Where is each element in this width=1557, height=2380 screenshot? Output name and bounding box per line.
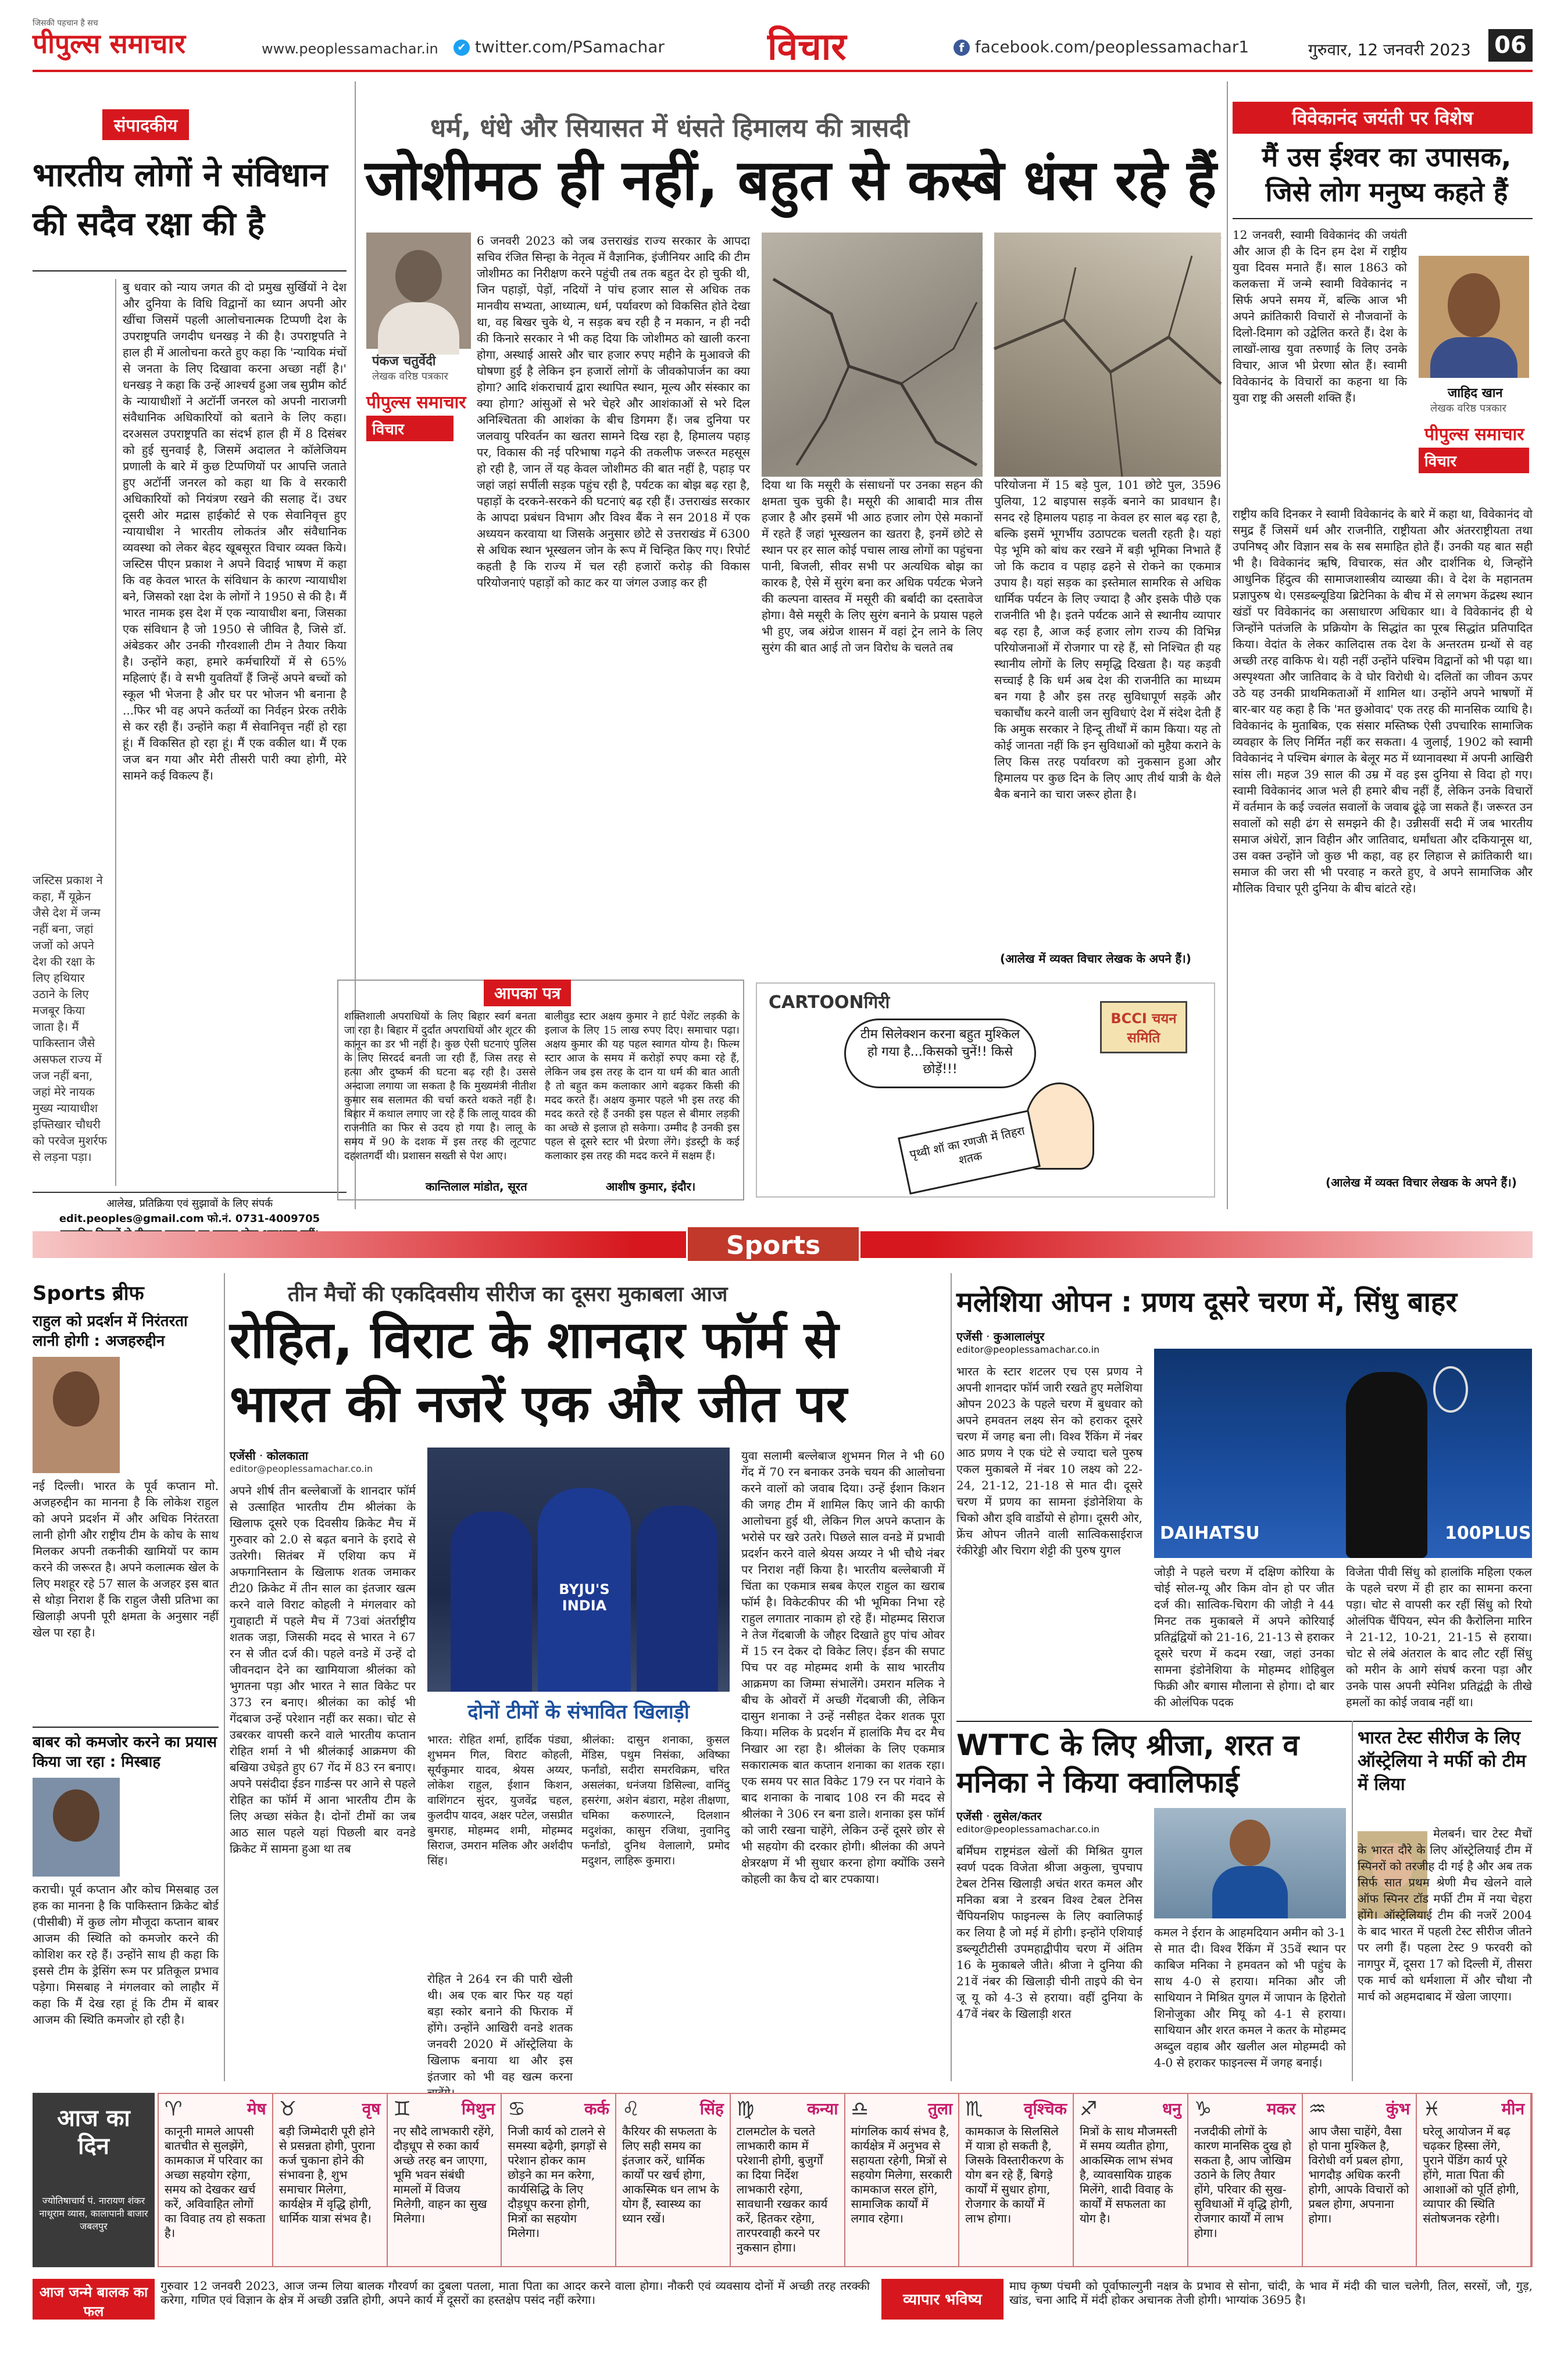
malaysia-city: कुआलालंपुर [993,1330,1045,1343]
zodiac-icon: ♋ [508,2097,526,2121]
cartoon-board: BCCI चयन समिति [1100,1001,1187,1053]
rashi-name: मेष [247,2099,266,2118]
rashi-name: वृश्चिक [1023,2099,1067,2118]
letters-box [337,980,744,1200]
wttc-city: लुसेल/कतर [993,1809,1042,1823]
masthead-rule [33,70,1533,72]
lead-kicker: धर्म, धंधे और सियासत में धंसते हिमालय की त्रासदी [430,113,910,143]
malaysia-col-2: जोड़ी ने पहले चरण में दक्षिण कोरिया के चोई सोल-ग्यू और किम वोन हो पर जीत दर्ज की। सात्विक-चिराग की जोड़ी ने 44 मिनट तक मुकाबले में अपने कोरियाई प्रतिद्वंद्वियों को 21-16, 21-13 से हराकर दूसरे चरण में कदम रखा, जहां उनका सामना इंडोनेशिया के मोहम्मद शोहिबुल फिक्री और बगास मौलाना से होगा। दो बार की ओलंपिक पदक [1154,1565,1334,1709]
players-sl: श्रीलंका: दासुन शनाका, कुसल मेंडिस, पथुम निसंका, अविष्का फर्नांडो, सदीरा समरविक्रम, चरित असलंका, धनंजया डिसिल्वा, वानिंदु हसरंगा, अशेन बंडारा, महेश तीक्षणा, चमिका करुणारत्ने, दिलशान मदुशंका, कासुन रजिथा, नुवानिदु फर्नांडो, दुनिथ वेलालागे, प्रमोद मदुशन, लाहिरू कुमारा। [581,1734,730,1867]
rashi-cell [731,2094,845,2266]
editorial-sidebar-quote: जस्टिस प्रकाश ने कहा, मैं यूक्रेन जैसे देश में जन्म नहीं बना, जहां जजों को अपने देश की रक्षा के लिए हथियार उठाने के लिए मजबूर किया जाता है। मैं पाकिस्तान जैसे असफल राज्य में जज नहीं बना, जहां मेरे नायक मुख्य न्यायाधीश इफ्तिखार चौधरी को परवेज मुशर्रफ से लड़ना पड़ा। [33,873,107,1164]
editorial-headline-rule [33,270,347,271]
rashi-text: मित्रों के साथ मौजमस्ती में समय व्यतीत होगा, आकस्मिक लाभ संभव है, व्यावसायिक ग्राहक मिलेंगे, शादी विवाह के कार्यों में सफलता का योग है। [1080,2124,1177,2225]
players-title: दोनों टीमों के संभावित खिलाड़ी [467,1700,690,1724]
horoscope-astrologer: ज्योतिषाचार्य पं. नारायण शंकर नाथूराम व्यास, कालापानी बाजार जबलपुर [39,2195,148,2232]
trade-tag: व्यापार भविष्य [881,2279,1004,2320]
malaysia-email[interactable]: editor@peoplessamachar.co.in [956,1344,1100,1355]
lead-author-name: पंकज चतुर्वेदी [372,354,436,369]
zodiac-icon: ♊ [393,2097,411,2121]
sports-divider-1 [224,1273,225,2081]
vivekanand-section [1233,87,1533,1209]
issue-date: गुरुवार, 12 जनवरी 2023 [1308,40,1471,59]
rashi-text: नए सौदे लाभकारी रहेंगे, दौड़धूप से रुका कार्य अच्छे तरह बन जाएगा, भूमि भवन संबंधी मामलों में विजय मिलेगी, वाहन का सुख मिलेगा। [393,2124,495,2225]
cartoon-title: CARTOONगिरी [769,992,890,1013]
brief-divider [33,1727,219,1728]
aus-test-headline: भारत टेस्ट सीरीज के लिए ऑस्ट्रेलिया ने मर्फी को टीम में लिया [1358,1728,1526,1795]
lead-article [360,81,1221,977]
brief2-body: कराची। पूर्व कप्तान और कोच मिसबाह उल हक का मानना है कि पाकिस्तान क्रिकेट बोर्ड (पीसीबी) में कुछ लोग मौजूदा कप्तान बाबर आजम की स्थिति को कमजोर करने की कोशिश कर रहे हैं। उन्होंने साथ ही कहा कि इससे टीम के ड्रेसिंग रूम पर प्रतिकूल प्रभाव पड़ेगा। मिसबाह ने मंगलवार को लाहौर में कहा कि मैं देख रहा हूं कि टीम में बाबर आजम की स्थिति कमजोर हो रही है। [33,1882,219,2027]
rashi-cell [159,2094,273,2266]
person-silhouette-icon [395,250,442,302]
racket-icon [1433,1366,1468,1413]
cricket-byline: एजेंसी · कोलकाता editor@peoplessamachar.co.in [230,1448,422,1474]
wttc-agency: एजेंसी [956,1809,983,1823]
malaysia-story [956,1273,1532,1715]
rashi-name: सिंह [699,2099,724,2118]
col-divider-right [1227,81,1228,1209]
twitter-link[interactable] [453,37,665,56]
lead-logo-small: पीपुल्स समाचार [366,392,466,413]
cricket-story [230,1273,945,2084]
editorial-section [33,81,347,1225]
malaysia-col-3: विजेता पीवी सिंधु को हालांकि महिला एकल के पहले चरण में ही हार का सामना करना पड़ा। चोट से वापसी कर रहीं सिंधु को रियो ओलंपिक चैंपियन, स्पेन की कैरोलिना मारिन ने 21-12, 10-21, 21-15 से हराया। चोट से लंबे अंतराल के बाद लौट रहीं सिंधु को मरीन के आगे संघर्ष करना पड़ा और उनके पास अपनी स्पेनिश प्रतिद्वंद्वी के तीखे हमलों का कोई जवाब नहीं था। [1346,1565,1532,1709]
vivekanand-body-main: राष्ट्रीय कवि दिनकर ने स्वामी विवेकानंद के बारे में कहा था, विवेकानंद वो समुद्र हैं जिसमें धर्म और राजनीति, राष्ट्रीयता और अंतरराष्ट्रीयता तथा उपनिषद् और विज्ञान सब के सब समाहित होते हैं। उनकी यह बात सही भी है। विवेकानंद ऋषि, विचारक, संत और दार्शनिक थे, जिन्होंने आधुनिक हिंदुत्व की सामाजशास्त्रीय व्याख्या की। वे देश के महानतम प्रज्ञापुरुष थे। एसडब्ल्यूडिया ब्रिटेनिका के बीच में से लगभग केंद्रस्थ स्थान खंडों पर विवेकानंद का असाधारण अधिकार था। वे विवेकानंद ही थे जिन्होंने पतंजलि के प्रक्रियोग के सिद्धांत का पूरब सिद्धांत प्रतिपादित किया। वेदांत के लेकर कालिदास तक देश के अन्तरतम ग्रन्थों से वह अच्छी तरह वाकिफ थे। यही नहीं उन्होंने पश्चिम विद्वानों को भी पढ़ा था। अस्पृश्यता और जातिवाद के वे घोर विरोधी थे। दलितों का जीवन ऊपर उठे यह उनकी प्राथमिकताओं में शामिल था। उन्होंने अपने भाषणों में बार-बार यह कहा है कि 'मत छुओवाद' एक तरह की मानसिक व्याधि है। विवेकानंद के मुताबिक, एक संसार मस्तिष्क ऐसी उपचारिक सामाजिक व्यवहार के लिए निर्मित नहीं कर सकता। 4 जुलाई, 1902 को स्वामी विवेकानंद ने पश्चिम बंगाल के बेलूर मठ में ध्यानावस्था में अपनी आखिरी सांस ली। महज 39 साल की उम्र में वह इस दुनिया से विदा हो गए। स्वामी विवेकानंद आज भले ही हमारे बीच नहीं हैं, लेकिन उनके विचारों में वर्तमान के कई ज्वलंत सवालों के जवाब ढूंढ़े जा सकते हैं। जरूरत उन सवालों को सही ढंग से समझने की है। उन्नीसवीं सदी में जब भारतीय समाज अंधेरों, ज्ञान विहीन और जातिवाद, धर्मांधता और दकियानूस था, उस वक्त उन्होंने जो कुछ भी कहा, वह हर लिहाज से क्रांतिकारी था। समाज की जरा सी भी परवाह न करते हुए, वे अपने सामाजिक और मौलिक विचार पूरी दुनिया के बीच बांटते रहे। [1233,507,1533,895]
author-photo-zahid [1419,256,1529,378]
rashi-name: कर्क [584,2099,609,2118]
sports-brief [33,1279,219,2081]
zodiac-icon: ♉ [278,2097,297,2121]
brief1-headline: राहुल को प्रदर्शन में निरंतरता लानी होगी : अजहरुद्दीन [33,1313,188,1350]
cartoon-book: पृथ्वी शॉ का रणजी में तिहरा शतक [898,1110,1041,1195]
cricket-kicker: तीन मैचों की एकदिवसीय सीरीज का दूसरा मुकाबला आज [288,1282,728,1306]
rashi-text: मांगलिक कार्य संभव है, कार्यक्षेत्र में अनुभव से सहायता रहेगी, मित्रों से सहयोग मिलेगा, सरकारी कामकाज सरल होंगे, सामाजिक कार्यों में लगाव रहेगा। [851,2124,952,2225]
facebook-link[interactable] [954,37,1249,56]
letter-2: बालीवुड स्टार अक्षय कुमार ने हार्ट पेशेंट लड़की के इलाज के लिए 15 लाख रुपए दिए। समाचार पढ़ा। अक्षय कुमार की यह पहल स्वागत योग्य है। फिल्म स्टार आज के समय में करोड़ों रुपए कमा रहे हैं, लेकिन जब इस तरह के दान या धर्म की बात आती है तो बहुत कम कलाकार आगे बढ़कर किसी की मदद करते हैं। अक्षय कुमार पहले भी इस तरह की मदद करते रहे हैं उनकी इस पहल से बीमार लड़की का अच्छे से इलाज हो सकेगा। उम्मीद है उनकी इस पहल से दूसरे स्टार भी प्रेरणा लेंगे। इंडस्ट्री के कई कलाकार इस तरह की मदद करने में सक्षम हैं। [545,1010,740,1162]
twitter-icon: ✔ [453,40,470,56]
wttc-story [956,1721,1346,2081]
editorial-headline: भारतीय लोगों ने संविधान की सदैव रक्षा की है [33,156,328,243]
zodiac-icon: ♍ [736,2097,755,2121]
editorial-footer-contact: आलेख, प्रतिक्रिया एवं सुझावों के लिए संपर्क [106,1198,273,1210]
player-body-shape [1346,1372,1427,1558]
zodiac-icon: ♒ [1308,2097,1326,2121]
rashi-cell [1074,2094,1188,2266]
rashi-cell [273,2094,388,2266]
facebook-icon: f [954,40,970,56]
rashi-name: मीन [1501,2099,1524,2118]
person-face-shape [53,1789,99,1842]
crack-lines-icon [762,233,983,477]
vivekanand-author-role: लेखक वरिष्ठ पत्रकार [1430,402,1506,414]
logo-text: पीपुल्स समाचार [33,28,186,59]
players-india: भारत: रोहित शर्मा, हार्दिक पंड्या, शुभमन गिल, विराट कोहली, सूर्यकुमार यादव, श्रेयस अय्यर, लोकेश राहुल, ईशान किशन, वाशिंगटन सुंदर, युजवेंद्र चहल, कुलदीप यादव, अक्षर पटेल, जसप्रीत बुमराह, मोहम्मद शमी, मोहम्मद सिराज, उमरान मलिक और अर्शदीप सिंह। [427,1734,573,1867]
twitter-handle: twitter.com/PSamachar [474,37,665,56]
zodiac-icon: ♓ [1423,2097,1441,2121]
cricket-col-1: अपने शीर्ष तीन बल्लेबाजों के शानदार फॉर्म से उत्साहित भारतीय टीम श्रीलंका के खिलाफ दूसरे एक दिवसीय क्रिकेट मैच में गुरुवार को 2.0 से बढ़त बनाने के इरादे से उतरेगी। सितंबर में एशिया कप में अफगानिस्तान के खिलाफ शतक जमाकर टी20 क्रिकेट में तीन साल का इंतजार खत्म करने वाले विराट कोहली ने मंगलवार को गुवाहाटी में पहले मैच में 73वां अंतर्राष्ट्रीय शतक जड़ा, जिसकी मदद से भारत ने 67 रन से जीत दर्ज की। पहले वनडे में उन्हें दो जीवनदान देने का खामियाजा श्रीलंका को भुगतना पड़ा और भारत ने सात विकेट पर 373 रन बनाए। श्रीलंका का कोई भी गेंदबाज उन्हें परेशान नहीं कर सका। चोट से उबरकर वापसी करने वाले भारतीय कप्तान रोहित शर्मा ने भी श्रीलंकाई आक्रमण की बखिया उधेड़ते हुए 67 गेंद में 83 रन बनाए। अपने पसंदीदा ईडन गार्डन्स पर आने से पहले रोहित का फॉर्म में आना भारतीय टीम के लिए अच्छा संकेत है। दोनों टीमों का जब आठ साल पहले यहां पिछली बार वनडे क्रिकेट में सामना हुआ था तब [230,1484,416,1856]
facebook-handle: facebook.com/peoplessamachar1 [974,37,1249,56]
logo-tagline: जिसकी पहचान है सच [33,19,98,28]
cricket-city: कोलकाता [266,1449,308,1463]
birth-text: गुरुवार 12 जनवरी 2023, आज जन्म लिया बालक गौरवर्ण का दुबला पतला, माता पिता का आदर करने वाला होगा। नौकरी एवं व्यवसाय दोनों में अच्छी तरह तरक्की करेगा, गणित एवं विज्ञान के क्षेत्र में अच्छी उन्नति होगी, अपने कार्य में दूसरों का हस्तक्षेप पसंद नहीं करेगा। [160,2279,870,2307]
broken-tiles-icon [994,233,1221,477]
rashi-name: धनु [1162,2099,1181,2118]
lead-author-role: लेखक वरिष्ठ पत्रकार [372,370,448,383]
rashi-text: कानूनी मामले आपसी बातचीत से सुलझेंगे, कामकाज में परिवार का अच्छा सहयोग रहेगा, समय को देखकर खर्च करें, अविवाहित लोगों का विवाह तय हो सकता है। [165,2124,266,2240]
vivekanand-tag: विवेकानंद जयंती पर विशेष [1233,102,1533,134]
sports-divider-2 [951,1273,952,2081]
rashi-name: तुला [928,2099,953,2118]
rashi-name: कन्या [807,2099,838,2118]
horoscope-title: आज का दिन [57,2105,130,2160]
lead-col-1: 6 जनवरी 2023 को जब उत्तराखंड राज्य सरकार के आपदा सचिव रंजित सिन्हा के नेतृत्व में वैज्ञानिक, इंजीनियर आदि की टीम जोशीमठ का निरीक्षण करने पहुंची तब तक बहुत देर हो चुकी थी, जिन पहाड़ों, पेड़ों, नदियों ने पांच हजार साल से अधिक तक मानवीय सभ्यता, आध्यात्म, धर्म, पर्यावरण को विकसित होते देखा था, वह बिखर चुके थे, न सड़क बच रही है न मकान, न ही नदी की किनारे सरकार ने भी कह दिया कि जोशीमठ को खाली करना होगा, अस्थाई आसरे और चार हजार रुपए महीने के मुआवजे की घोषणा हुई है लेकिन इन हजारों लोगों के जीवकोपार्जन का क्या होगा? आदि शंकराचार्य द्वारा स्थापित स्थान, मूल्य और संस्कार का क्या होगा? आंसुओं से भरे चेहरे और आशंकाओं से भरे दिल अनिश्चितता की आशंका के बीच डिगमग हैं। जब दुनिया पर जलवायु परिवर्तन का खतरा सामने दिख रहा है, हिमालय पहाड़ पर, विकास की नई परिभाषा गढ़ने की तकलीफ जरूरत महसूस हो रही है, जान लें यह केवल जोशीमठ की बात नहीं है, पहाड़ पर जहां जहां सर्पीली सड़क पहुंच रही है, पर्यटक का बोझ बढ़ रहा है, पहाड़ों के दरकने-सरकने की घटनाएं बढ़ रही हैं। उत्तराखंड सरकार के आपदा प्रबंधन विभाग और विश्व बैंक ने सन 2018 में एक अध्ययन करवाया था जिसके अनुसार छोटे से उत्तराखंड में 6300 से अधिक स्थान भूस्खलन जोन के रूप में चिन्हित किए गए। रिपोर्ट कहती है कि राज्य में चल रही हजारों करोड़ की विकास परियोजनाएं पहाड़ों को काट कर या जंगल उजाड़ कर ही [477,234,750,589]
player-3-shape [637,1506,718,1692]
malaysia-col-1: भारत के स्टार शटलर एच एस प्रणय ने अपनी शानदार फॉर्म जारी रखते हुए मलेशिया ओपन 2023 के पहले चरण में बुधवार को अपने हमवतन लक्ष्य सेन को हराकर दूसरे चरण में जगह बना ली। विश्व रैंकिंग में नंबर आठ प्रणय ने एक घंटे से ज्यादा चले पुरुष एकल मुकाबले में नंबर 10 लक्ष्य को 22-24, 21-12, 21-18 से मात दी। दूसरे चरण में प्रणय का सामना इंडोनेशिया के चिको औरा ड्वि वार्डोयो से होगा। दूसरी ओर, फ्रेंच ओपन जीतने वाली सात्विकसाईराज रंकीरेड्डी और चिराग शेट्टी की पुरुष युगल [956,1364,1142,1557]
lead-col-3: परियोजना में 15 बड़े पुल, 101 छोटे पुल, 3596 पुलिया, 12 बाइपास सड़कें बनाने का प्रावधान है। सनद रहे हिमालय पहाड़ ना केवल हर साल बढ़ रहा है, बल्कि इसमें भूगर्भीय उठापटक चलती रहती है। यहां पेड़ भूमि को बांध कर रखने में बड़ी भूमिका निभाते हैं जो कि कटाव व पहाड़ ढहने से रोकने का एकमात्र उपाय है। यहां सड़क का इस्तेमाल सामरिक से अधिक धार्मिक पर्यटन के लिए ज्यादा है और इसके पीछे एक राजनीति भी है। इतने पर्यटक आने से स्थानीय व्यापार बढ़ रहा है, आज कई हजार लोग राज्य की विभिन्न परियोजनाओं में रोजगार पा रहे हैं, सो निश्चित ही यह स्थानीय लोगों के लिए समृद्धि दिखता है। यह कड़वी सच्चाई है कि धर्म अब देश की राजनीति का माध्यम बन गया है और इस तरह सुविधापूर्ण सड़कें और चकाचौंध करने वाली जन सुविधाएं देश में संदेश देती हैं कि अमुक सरकार ने हिन्दू तीर्थों में काम किया। यह तो कोई जानता नहीं कि इन सुविधाओं को मुहैया कराने के लिए किस तरह पर्यावरण को नुकसान हुआ और हिमालय पर कुछ दिन के लिए आए तीर्थ यात्री के थैले बैक बनाने का चारा जरूर होता है। [994,478,1221,801]
logo[interactable] [33,17,253,58]
vivekanand-body-top: 12 जनवरी, स्वामी विवेकानंद की जयंती और आज ही के दिन हम देश में राष्ट्रीय युवा दिवस मनाते हैं। साल 1863 को कलकत्ता में जन्मे स्वामी विवेकानंद न सिर्फ अपने समय में, बल्कि आज भी अपने क्रांतिकारी विचारों से नौजवानों के दिलो-दिमाग को उद्वेलित करते हैं। देश के लाखों-लाख युवा तरुणाई के लिए उनके विचार, आज भी प्रेरणा स्रोत हैं। स्वामी विवेकानंद के विचारों का कहना था कि युवा राष्ट्र की असली शक्ति हैं। [1233,228,1407,405]
editorial-body: बु धवार को न्याय जगत की दो प्रमुख सुर्खियों ने देश और दुनिया के विधि विद्वानों का ध्यान अपनी ओर खींचा जिसमें पहली आलोचनात्मक टिप्पणी देश के उपराष्ट्रपति जगदीप धनखड़ ने की है। उपराष्ट्रपति ने हाल ही में आलोचना करते हुए कहा कि 'न्यायिक मंचों से जनता के लिए दिखावा करना अच्छा नहीं है।' धनखड़ ने कहा कि उन्हें आश्चर्य हुआ जब सुप्रीम कोर्ट के न्यायाधीशों ने अटॉर्नी जनरल को अपनी नाराजगी संवैधानिक अधिकारियों को बताने के लिए कहा। दरअसल उपराष्ट्रपति का संदर्भ हाल ही में 8 दिसंबर को हुई सुनवाई है, जिसमें अदालत ने कॉलेजियम प्रणाली के बारे में कुछ टिप्पणियों पर आपत्ति जताते हुए अटॉर्नी जनरल को कहा था कि वे सरकारी अधिकारियों को नियंत्रण रखने की सलाह दें। उधर दूसरी ओर मद्रास हाईकोर्ट से एक सेवानिवृत्त हुए न्यायाधीश ने भारतीय लोकतंत्र और संवैधानिक व्यवस्था को लेकर बेहद खूबसूरत विचार व्यक्त किये। जस्टिस पीएन प्रकाश ने अपने विदाई भाषण में कहा कि वह केवल भारत के संविधान के कारण न्यायाधीश बने, जिसको रक्षा देश के लोगों ने 1950 से की है। मैं भारत नामक इस देश में एक न्यायाधीश बना, जिसका एक संविधान है जो 1950 से जीवित है, जिसे डॉ. अंबेडकर और उनकी गौरवशाली टीम ने तैयार किया है। उन्होंने कहा, हमारे कर्मचारियों में से 65% महिलाएं हैं। वे सभी युवतियाँ हैं जिन्हें अपने बच्चों को स्कूल भी भेजना है और घर पर भोजन भी बनाना है ...फिर भी वह अपने कर्तव्यों का निर्वहन प्रेरक तरीके से कर रही हैं। उन्होंने कहा मैं सेवानिवृत्त नहीं हो रहा हूं। मैं विकसित हो रहा हूं। मैं एक वकील था। मैं एक जज बन गया और मेरी तीसरी पारी क्या होगी, मेरे सामने कई विकल्प हैं। [123,280,347,782]
person-face-shape [1448,273,1500,337]
cracked-road-photo [762,233,983,477]
sports-divider-3 [1352,1721,1353,2081]
cartoon-box [756,982,1215,1198]
rashi-cell [1303,2094,1417,2266]
azharuddin-photo [33,1357,120,1473]
wttc-headline: WTTC के लिए श्रीजा, शरत व मनिका ने किया क्वालिफाई [956,1728,1299,1799]
cricket-team-photo [427,1448,730,1692]
letters-title: आपका पत्र [484,980,571,1006]
vivekanand-author-name: जाहिद खान [1448,386,1503,401]
rashi-name: वृष [362,2099,381,2118]
rashi-name: मिथुन [461,2099,495,2118]
aus-test-story [1358,1721,1532,2081]
editorial-phone: फो.नं. 0731-4009705 [207,1213,320,1225]
brief1-body: नई दिल्ली। भारत के पूर्व कप्तान मो. अजहरुद्दीन का मानना है कि लोकेश राहुल को अपने प्रदर्शन में और अधिक निरंतरता लानी होगी और राष्ट्रीय टीम के कोच के साथ मिलकर अपनी तकनीकी खामियों पर काम करने की जरूरत है। अपने कलात्मक खेल के लिए मशहूर रहे 57 साल के अजहर इस बात से थोड़ा निराश हैं कि राहुल जैसी प्रतिभा का खिलाड़ी अपनी पूरी क्षमता के अनुसार नहीं खेल पा रहा है। [33,1479,219,1639]
vivekanand-headline: मैं उस ईश्वर का उपासक, जिसे लोग मनुष्य कहते हैं [1262,141,1512,208]
zodiac-icon: ♐ [1080,2097,1098,2121]
zodiac-icon: ♎ [851,2097,869,2121]
rashi-cell [1188,2094,1303,2266]
zodiac-icon: ♌ [622,2097,640,2121]
player-face-shape [1230,1820,1270,1866]
jersey-text: BYJU'S INDIA [559,1581,610,1614]
cricket-col-3: युवा सलामी बल्लेबाज शुभमन गिल ने भी 60 गेंद में 70 रन बनाकर उनके चयन की आलोचना करने वालों को जवाब दिया। उन्हें ईशान किशन की जगह टीम में शामिल किए जाने की काफी आलोचना हुई थी, लेकिन गिल अपने कप्तान के भरोसे पर खरे उतरे। पिछले साल वनडे में प्रभावी प्रदर्शन करने वाले श्रेयस अय्यर ने भी चौथे नंबर पर निराश नहीं किया है। भारतीय बल्लेबाजी में चिंता का एकमात्र सबब केएल राहुल का खराब फॉर्म है। विकेटकीपर की भी भूमिका निभा रहे राहुल लगातार नाकाम हो रहे हैं। मोहम्मद सिराज ने तेज गेंदबाजी के जौहर दिखाते हुए पांच ओवर में 15 रन देकर दो विकेट लिए। ईडन की सपाट पिच पर वह मोहम्मद शमी के साथ भारतीय आक्रमण का जिम्मा संभालेंगे। उमरान मलिक ने बीच के ओवरों में अच्छी गेंदबाजी की, लेकिन दासुन शनाका ने उन्हें नसीहत देकर शतक पूरा किया। मलिक के प्रदर्शन में हालांकि मैच दर मैच निखार आ रहा है। श्रीलंका के लिए एकमात्र सकारात्मक बात कप्तान शनाका का शतक रहा। एक समय पर सात विकेट 179 रन पर गंवाने के बाद शनाका के नाबाद 108 रन की मदद से श्रीलंका ने 306 रन बना डाले। शनाका इस फॉर्म को जारी रखना चाहेंगे, लेकिन उन्हें दूसरे छोर से भी सहयोग की दरकार होगी। श्रीलंका की अपने क्षेत्ररक्षण में भी सुधार करना होगा क्योंकि उसने कोहली का कैच दो बार टपकाया। [741,1449,945,1886]
collapsed-floor-photo [994,233,1221,477]
banner-100plus: 100PLUS [1445,1523,1531,1543]
rashi-text: निजी कार्य को टालने से समस्या बढ़ेगी, झगड़ों से परेशान होकर काम छोड़ने का मन करेगा, कार्यसिद्धि के लिए दौड़धूप करना होगी, मित्रों का सहयोग मिलेगा। [508,2124,607,2240]
lead-col-2: दिया था कि मसूरी के संसाधनों पर उनका सहन की क्षमता चुक चुकी है। मसूरी की आबादी मात्र तीस हजार है और इसमें भी आठ हजार लोग ऐसे मकानों में रहते हैं जहां भूस्खलन का खतरा है, इनमें छोटे से स्थान पर हर साल कोई पचास लाख लोगों का पहुंचना पानी, बिजली, सीवर सभी पर अत्यधिक बोझ का कारक है, ऐसे में सुरंग बना कर अधिक पर्यटक भेजने की कल्पना वास्तव में मसूरी की बर्बादी का दस्तावेज होगा। वैसे मसूरी के लिए सुरंग बनाने के प्रयास पहले भी हुए, जब अंग्रेज शासन में वहां ट्रेन लाने के लिए सुरंग की बात आई तो जन विरोध के चलते तब [762,478,983,655]
zodiac-icon: ♑ [1194,2097,1212,2121]
editorial-sidebar-rule [115,279,116,1186]
section-title: विचार [767,26,847,69]
cricket-headline: रोहित, विराट के शानदार फॉर्म से भारत की नजरें एक और जीत पर [230,1310,847,1434]
letter-1-sign: कान्तिलाल मांडोत, सूरत [426,1180,527,1193]
malaysia-byline: एजेंसी · कुआलालंपुर editor@peoplessamachar.co.in [956,1328,1142,1355]
horoscope-grid [158,2093,1533,2267]
author-photo-pankaj [366,233,471,349]
person-shirt-shape [1430,337,1517,378]
editorial-footer-email-row [33,1212,347,1227]
vivekanand-headline-rule [1233,218,1533,219]
editorial-email[interactable]: edit.peoples@gmail.com [59,1213,204,1225]
rashi-cell [959,2094,1074,2266]
horoscope-title-box [33,2093,155,2267]
sreeja-photo [1154,1808,1346,1918]
rashi-name: मकर [1266,2099,1296,2118]
brief2-headline: बाबर को कमजोर करने का प्रयास किया जा रहा : मिस्बाह [33,1734,217,1771]
letter-1: शक्तिशाली अपराधियों के लिए बिहार स्वर्ग बनता जा रहा है। बिहार में दुर्दांत अपराधियों और शूटर की कानून का डर भी नहीं है। कुछ ऐसी घटनाएं पुलिस के लिए सिरदर्द बनती जा रही हैं, जिस तरह से हत्या और दुष्कर्म की घटना बढ़ रही है। उससे अन्दाजा लगाया जा सकता है कि मुख्यमंत्री नीतीश कुमार सब सलामत की चर्चा करते थकते नहीं है। बिहार में कथाल लगाए जा रहे हैं कि लालू यादव की राजनीति का फिर से उदय हो गया है। लालू के समय में 90 के दशक में इस तरह की लूटपाट दहशतगर्दी थी। प्रशासन सख्ती से पेश आए। [344,1010,536,1162]
wttc-email[interactable]: editor@peoplessamachar.co.in [956,1824,1100,1835]
player-shirt-shape [1212,1866,1288,1918]
cricket-agency: एजेंसी [230,1449,256,1463]
lead-section-badge: विचार [366,416,453,441]
vivekanand-logo-small: पीपुल्स समाचार [1424,424,1524,445]
rashi-cell [616,2094,731,2266]
wttc-col-2: कमल ने ईरान के आहमदियान अमीन को 3-1 से मात दी। विश्व रैंकिंग में 35वें स्थान पर काबिज मनिका ने हमवतन को भी पहुंच के साथ 4-0 से हराया। मनिका और जी साथियान ने मिश्रित युगल में जापान के हिरोतो शिनोजुका और मियू को 4-1 से हराया। साथियान और शरत कमल ने कतर के मोहम्मद अब्दुल वहाब और खलील अल मोहम्मदी को 4-0 से हराकर फाइनल्स में जगह बनाई। [1154,1925,1346,2070]
vivekanand-credit: (आलेख में व्यक्त विचार लेखक के अपने हैं।) [1326,1175,1517,1189]
zodiac-icon: ♏ [965,2097,983,2121]
player-1-shape [451,1511,532,1692]
person-shoulder-shape [378,302,459,355]
misbah-photo [33,1778,120,1877]
website-link[interactable]: www.peoplessamachar.in [262,41,438,57]
sports-brief-tag: Sports ब्रीफ [33,1282,144,1305]
rashi-cell [388,2094,502,2266]
cricket-email[interactable]: editor@peoplessamachar.co.in [230,1463,373,1474]
lead-headline: जोशीमठ ही नहीं, बहुत से कस्बे धंस रहे हैं [365,148,1217,213]
rashi-text: नजदीकी लोगों के कारण मानसिक दुख हो सकता है, आप जोखिम उठाने के लिए तैयार होंगे, परिवार की सुख-सुविधाओं में वृद्धि होगी, रोजगार कार्यों में लाभ होगा। [1194,2124,1293,2240]
person-face-shape [53,1371,99,1427]
rashi-text: आप जैसा चाहेंगे, वैसा हो पाना मुश्किल है, विरोधी वर्ग प्रबल होगा, भागदौड़ अधिक करनी होगी, आपके विचारों को प्रबल होगा, अपनाना होगा। [1308,2124,1409,2225]
rashi-cell [502,2094,616,2266]
sports-banner-label: Sports [686,1225,860,1263]
letter-2-sign: आशीष कुमार, इंदौर। [606,1180,696,1193]
birth-tag: आज जन्मे बालक का फल [33,2279,155,2320]
rashi-text: कैरियर की सफलता के लिए सही समय का इंतजार करें, धार्मिक कार्यों पर खर्च होगा, आकस्मिक धन लाभ के योग हैं, स्वास्थ्य का ध्यान रखें। [622,2124,719,2225]
cartoon-speech-bubble: टीम सिलेक्शन करना बहुत मुश्किल हो गया है...किसको चुनें!! किसे छोड़ें!!! [844,1019,1036,1088]
rashi-text: कामकाज के सिलसिले में यात्रा हो सकती है, जिसके विस्तारीकरण के योग बन रहे हैं, बिगड़े कार्यों में सुधार होगा, रोजगार के कार्यों में लाभ होगा। [965,2124,1064,2225]
cricket-col-2-tail: रोहित ने 264 रन की पारी खेली थी। अब एक बार फिर यह यहां बड़ा स्कोर बनाने की फिराक में होंगे। उन्होंने आखिरी वनडे शतक जनवरी 2020 में ऑस्ट्रेलिया के खिलाफ बनाया था और इस इंतजार को भी वह खत्म करना [427,1972,573,2084]
malaysia-headline: मलेशिया ओपन : प्रणय दूसरे चरण में, सिंधु बाहर [956,1286,1458,1318]
rashi-text: बड़ी जिम्मेदारी पूरी होने से प्रसन्नता होगी, पुराना कर्ज चुकाना होने की संभावना है, शुभ समाचार मिलेगा, कार्यक्षेत्र में वृद्धि होगी, धार्मिक यात्रा संभव है। [278,2124,375,2225]
vivekanand-badge: विचार [1419,448,1529,473]
rashi-cell [1417,2094,1531,2266]
prannoy-photo [1154,1349,1532,1558]
page-number: 06 [1488,29,1533,62]
lead-credit: (आलेख में व्यक्त विचार लेखक के अपने हैं।) [1000,952,1191,966]
zodiac-icon: ♈ [165,2097,183,2121]
rashi-text: घरेलू आयोजन में बढ़ चढ़कर हिस्सा लेंगे, पुराने पेंडिंग कार्य पूरे होंगे, माता पिता की आशाओं को पूर्ति होगी, व्यापार की स्थिति संतोषजनक रहेगी। [1423,2124,1520,2225]
editorial-tag: संपादकीय [102,109,189,140]
horoscope-strip [33,2093,1533,2331]
rashi-cell [845,2094,960,2266]
rashi-text: टालमटोल के चलते लाभकारी काम में परेशानी होगी, बुजुर्गों का दिया निर्देश लाभकारी रहेगा, सावधानी रखकर कार्य करें, हितकर रहेगा, तारपरवाही करने पर नुकसान होगा। [736,2124,828,2254]
masthead [0,0,1557,70]
wttc-byline: एजेंसी · लुसेल/कतर editor@peoplessamachar.co.in [956,1808,1142,1835]
wttc-col-1: बर्मिंघम राष्ट्रमंडल खेलों की मिश्रित युगल स्वर्ण पदक विजेता श्रीजा अकुला, चुपचाप टेबल टेनिस खिलाड़ी अचंत शरत कमल और मनिका बत्रा ने डरबन विश्व टेबल टेनिस चैंपियनशिप फाइनल्स के लिए क्वालिफाई कर लिया है जो मई में होगी। इन्होंने एशियाई डब्ल्यूटीटीसी उपमहाद्वीपीय चरण में अंतिम 16 के मुकाबले जीते। श्रीजा ने दुनिया की 21वें नंबर की खिलाड़ी चीनी ताइपे की चेन जू यू को 4-3 से हराया। वहीं दुनिया के 47वें नंबर के खिलाड़ी शरत [956,1844,1142,2021]
trade-text: माघ कृष्ण पंचमी को पूर्वाफाल्गुनी नक्षत्र के प्रभाव से सोना, चांदी, के भाव में मंदी की चाल चलेगी, तिल, सरसों, जौ, गुड़, खांड, चना आदि में मंदी होकर अचानक तेजी होगी। भाग्यांक 3695 है। [1009,2279,1533,2307]
malaysia-agency: एजेंसी [956,1330,983,1343]
rashi-name: कुंभ [1386,2099,1410,2118]
aus-test-body: मेलबर्न। चार टेस्ट मैचों के भारत दौरे के लिए ऑस्ट्रेलियाई टीम में स्पिनरों को तरजीह दी गई है और अब तक सिर्फ सात प्रथम श्रेणी मैच खेलने वाले ऑफ स्पिनर टॉड मर्फी टीम में नया चेहरा होंगे। ऑस्ट्रेलियाई टीम की नजरें 2004 के बाद भारत में पहली टेस्ट सीरीज जीतने पर लगी हैं। पहला टेस्ट 9 फरवरी को नागपुर में, दूसरा 17 को दिल्ली में, तीसरा एक मार्च को धर्मशाला में और चौथा नौ मार्च को अहमदाबाद में खेला जाएगा। [1358,1827,1532,2003]
banner-daihatsu: DAIHATSU [1160,1523,1260,1543]
